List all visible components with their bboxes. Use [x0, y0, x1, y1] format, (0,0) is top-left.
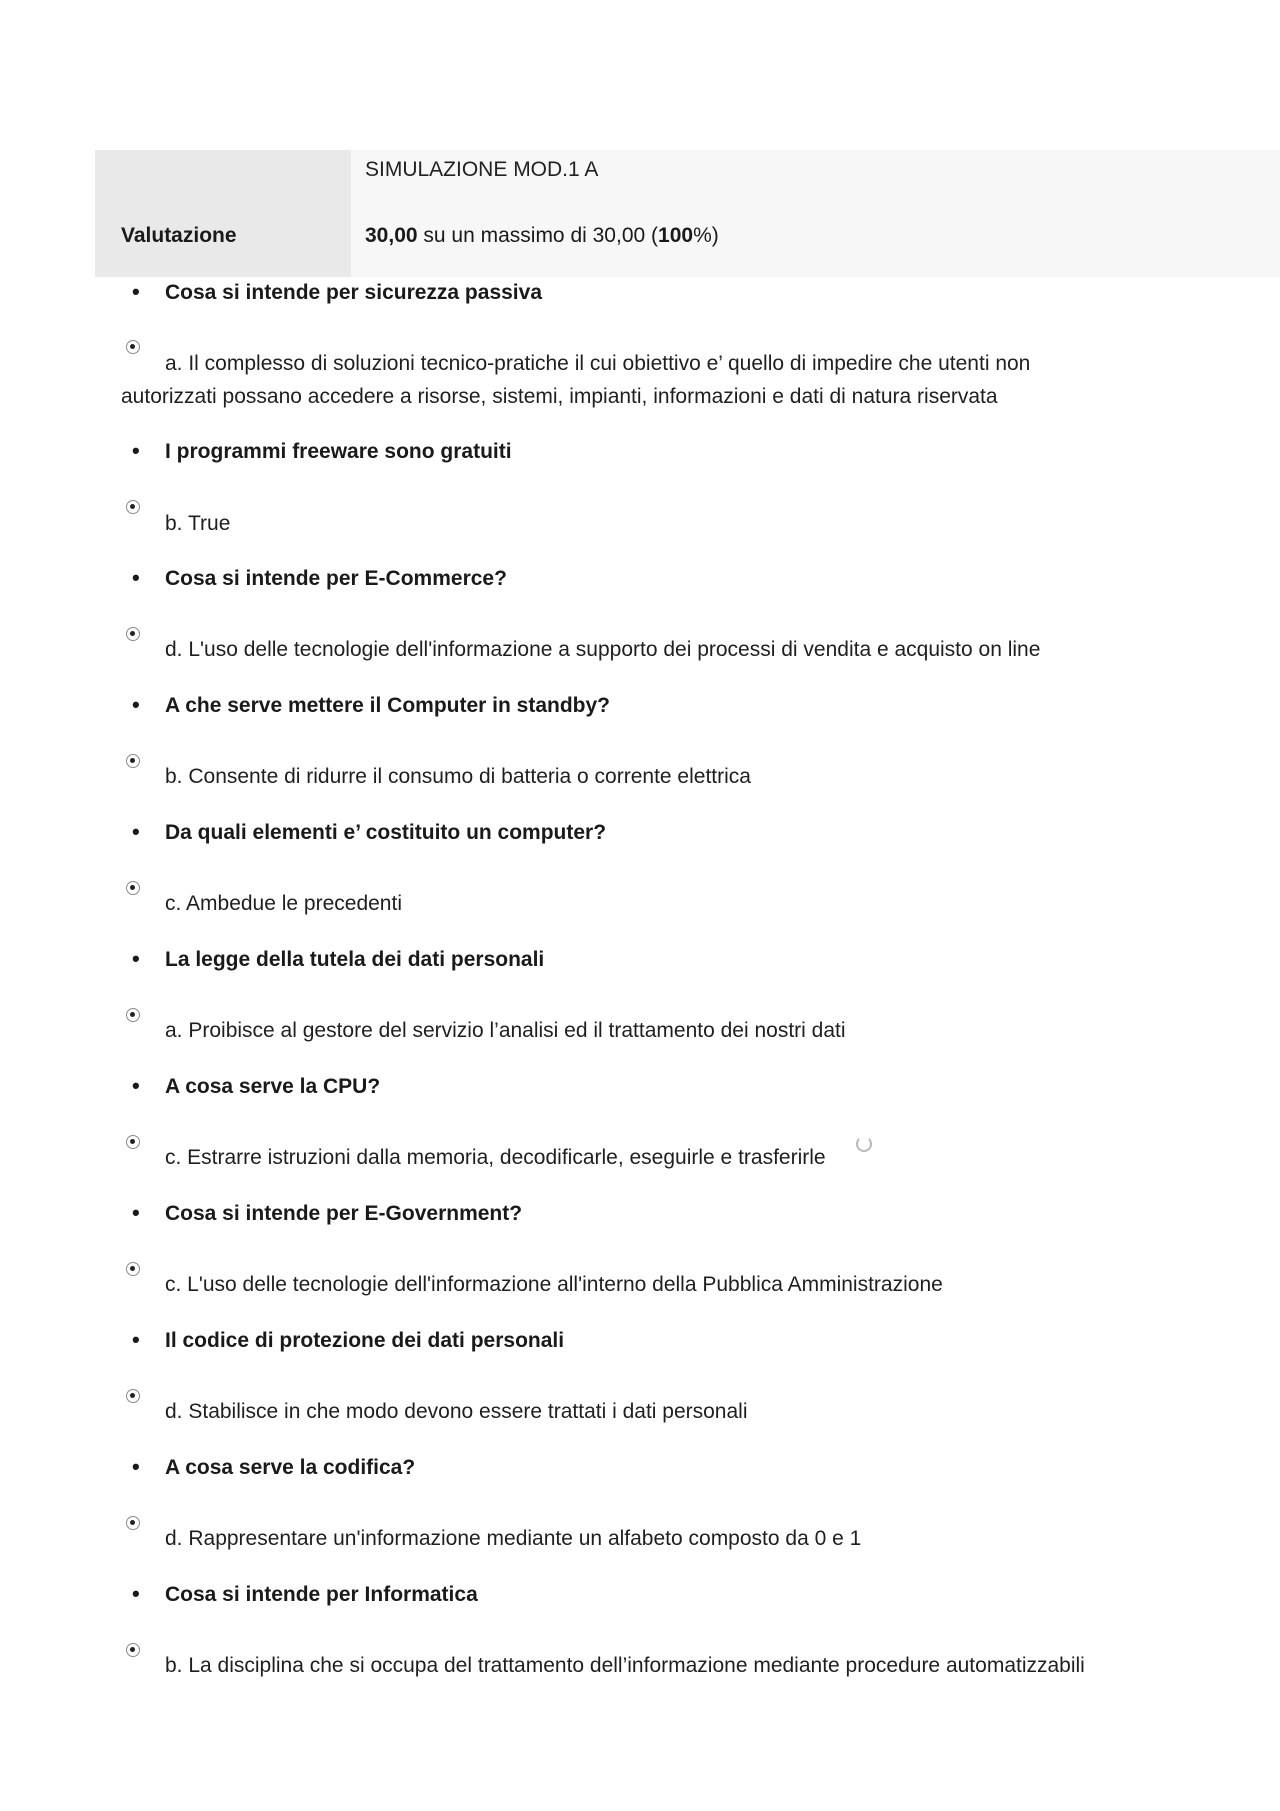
loading-spinner-icon	[856, 1136, 872, 1152]
grade-percent: 100	[658, 224, 694, 247]
question-text: • Il codice di protezione dei dati personali	[165, 1329, 564, 1353]
selected-radio-icon	[126, 1135, 140, 1149]
question-text: • Cosa si intende per Informatica	[165, 1583, 478, 1607]
answer-text: d. Stabilisce in che modo devono essere trattati i dati personali	[165, 1400, 748, 1423]
grade-label: Valutazione	[121, 224, 237, 247]
selected-radio-icon	[126, 1389, 140, 1403]
grade-value	[365, 224, 719, 248]
answer-text: a. Il complesso di soluzioni tecnico-pratiche il cui obiettivo e’ quello di impedire che utenti non autorizzati possano accedere a risorse, sistemi, impianti, informazioni e dati di natura riservata	[121, 352, 1031, 408]
answer-text: b. True	[165, 512, 231, 535]
answer-text: d. Rappresentare un'informazione mediante un alfabeto composto da 0 e 1	[165, 1527, 862, 1550]
question-text: • A che serve mettere il Computer in standby?	[165, 694, 610, 718]
question-text: • Cosa si intende per E-Commerce?	[165, 567, 507, 591]
question-text: • Da quali elementi e’ costituito un computer?	[165, 821, 606, 845]
question-text: • I programmi freeware sono gratuiti	[165, 440, 512, 464]
selected-radio-icon	[126, 1008, 140, 1022]
answer-text: c. Estrarre istruzioni dalla memoria, decodificarle, eseguirle e trasferirle	[165, 1146, 826, 1169]
selected-radio-icon	[126, 1262, 140, 1276]
question-text: • Cosa si intende per E-Government?	[165, 1202, 522, 1226]
question-text: • La legge della tutela dei dati personali	[165, 948, 544, 972]
selected-radio-icon	[126, 1516, 140, 1530]
grade-max-text: su un massimo di 30,00 (	[417, 224, 659, 247]
summary-label-column	[95, 150, 351, 277]
answer-text: c. Ambedue le precedenti	[165, 892, 402, 915]
question-text: • A cosa serve la CPU?	[165, 1075, 380, 1099]
question-text: • A cosa serve la codifica?	[165, 1456, 415, 1480]
answer-text: c. L'uso delle tecnologie dell'informazione all'interno della Pubblica Amministrazione	[165, 1273, 943, 1296]
selected-radio-icon	[126, 627, 140, 641]
selected-radio-icon	[126, 1643, 140, 1657]
grade-score: 30,00	[365, 224, 418, 247]
selected-radio-icon	[126, 500, 140, 514]
question-text: • Cosa si intende per sicurezza passiva	[165, 281, 542, 305]
answer-text: b. Consente di ridurre il consumo di batteria o corrente elettrica	[165, 765, 751, 788]
answer-text: b. La disciplina che si occupa del trattamento dell’informazione mediante procedure automatizzabili	[165, 1654, 1085, 1677]
selected-radio-icon	[126, 881, 140, 895]
quiz-summary-table	[95, 150, 1280, 277]
answer-text: d. L'uso delle tecnologie dell'informazione a supporto dei processi di vendita e acquisto on line	[165, 638, 1041, 661]
quiz-title: SIMULAZIONE MOD.1 A	[365, 158, 599, 181]
selected-radio-icon	[126, 754, 140, 768]
grade-percent-suffix: %)	[693, 224, 719, 247]
answer-text: a. Proibisce al gestore del servizio l’analisi ed il trattamento dei nostri dati	[165, 1019, 846, 1042]
